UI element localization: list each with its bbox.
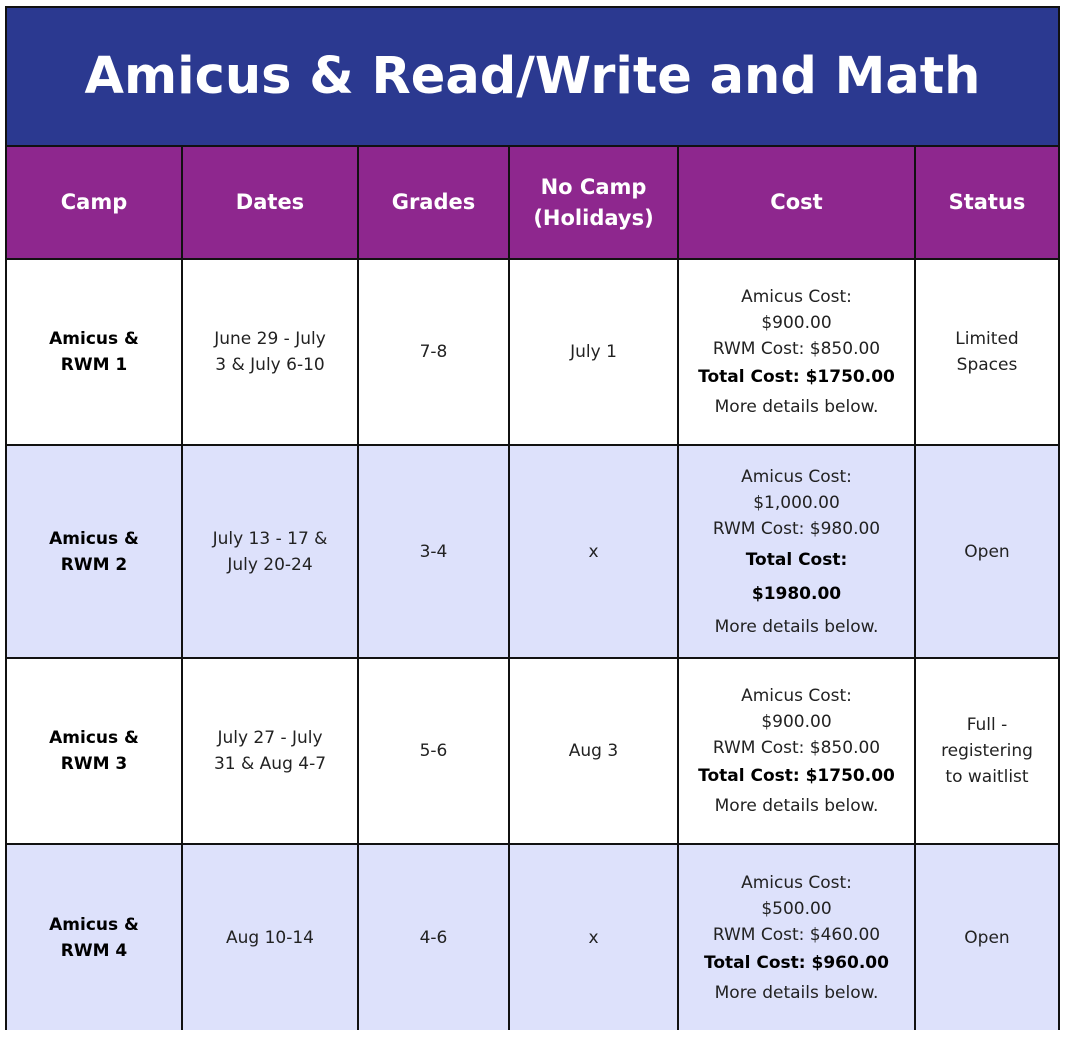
status-cell [915,445,1058,658]
camp-name-line2: RWM 2 [60,554,128,575]
status-line2: registering [941,741,1033,761]
grades-cell: 5-6 [358,658,509,844]
cost-cell [678,844,915,1030]
header-dates: Dates [182,147,358,259]
camp-cell [7,445,182,658]
dates-line2: 3 & July 6-10 [215,355,325,375]
no-camp-cell: Aug 3 [509,658,678,844]
title-bar [7,8,1058,147]
camp-name-line2: RWM 3 [60,754,128,774]
total-cost-label: Total Cost: [745,549,848,570]
dates-line2: July 20-24 [227,554,313,575]
table-row [7,658,1058,844]
amicus-cost-label: Amicus Cost: [741,287,852,307]
grades-cell: 3-4 [358,445,509,658]
status-line3: to waitlist [945,767,1029,787]
table-header-row [7,147,1058,259]
header-no-camp-line1: No Camp [540,174,647,199]
camp-name-line1: Amicus & [49,728,139,748]
dates-line1: Aug 10-14 [226,927,314,948]
cost-cell [678,445,915,658]
dates-cell [182,658,358,844]
camp-name-line1: Amicus & [49,528,139,549]
camp-name-line1: Amicus & [49,914,139,935]
dates-cell [182,844,358,1030]
header-no-camp [509,147,678,259]
table-row [7,844,1058,1030]
total-cost: Total Cost: $960.00 [704,952,889,973]
camp-name-line2: RWM 4 [60,940,128,961]
status-cell [915,844,1058,1030]
amicus-cost-label: Amicus Cost: [741,466,852,487]
total-cost-value: $1980.00 [751,583,842,604]
rwm-cost: RWM Cost: $460.00 [712,924,881,945]
more-details: More details below. [714,397,879,417]
dates-line1: July 27 - July [217,728,323,748]
dates-line1: July 13 - 17 & [212,528,328,549]
camp-cell [7,844,182,1030]
amicus-cost-label: Amicus Cost: [741,872,852,893]
status-line2: Spaces [956,355,1018,375]
rwm-cost: RWM Cost: $850.00 [712,738,881,758]
status-line1: Open [964,541,1010,562]
amicus-cost-label: Amicus Cost: [741,686,852,706]
cost-cell [678,259,915,445]
grades-cell: 4-6 [358,844,509,1030]
total-cost: Total Cost: $1750.00 [698,766,895,786]
dates-line1: June 29 - July [214,329,326,349]
amicus-cost-value: $1,000.00 [753,492,840,513]
cost-cell [678,658,915,844]
status-cell [915,658,1058,844]
status-line1: Limited [955,329,1019,349]
dates-cell [182,259,358,445]
table-row [7,445,1058,658]
more-details: More details below. [714,982,879,1003]
camp-cell [7,259,182,445]
amicus-cost-value: $500.00 [761,898,832,919]
total-cost: Total Cost: $1750.00 [698,367,895,387]
camp-cell [7,658,182,844]
camp-schedule-card [5,6,1060,1030]
grades-cell: 7-8 [358,259,509,445]
status-line1: Open [964,927,1010,948]
amicus-cost-value: $900.00 [761,712,832,732]
rwm-cost: RWM Cost: $850.00 [712,339,881,359]
table-row [7,259,1058,445]
amicus-cost-value: $900.00 [761,313,832,333]
camp-table [7,147,1058,1030]
more-details: More details below. [714,796,879,816]
dates-cell [182,445,358,658]
dates-line2: 31 & Aug 4-7 [213,754,327,774]
header-grades: Grades [358,147,509,259]
header-camp: Camp [7,147,182,259]
no-camp-cell: July 1 [509,259,678,445]
no-camp-cell: x [509,445,678,658]
no-camp-cell: x [509,844,678,1030]
page-title: Amicus & Read/Write and Math [84,47,981,106]
more-details: More details below. [714,616,879,637]
header-status: Status [915,147,1058,259]
camp-name-line1: Amicus & [49,329,139,349]
status-line1: Full - [966,715,1008,735]
header-no-camp-line2: (Holidays) [533,205,654,230]
camp-name-line2: RWM 1 [60,355,128,375]
status-cell [915,259,1058,445]
rwm-cost: RWM Cost: $980.00 [712,518,881,539]
header-cost: Cost [678,147,915,259]
